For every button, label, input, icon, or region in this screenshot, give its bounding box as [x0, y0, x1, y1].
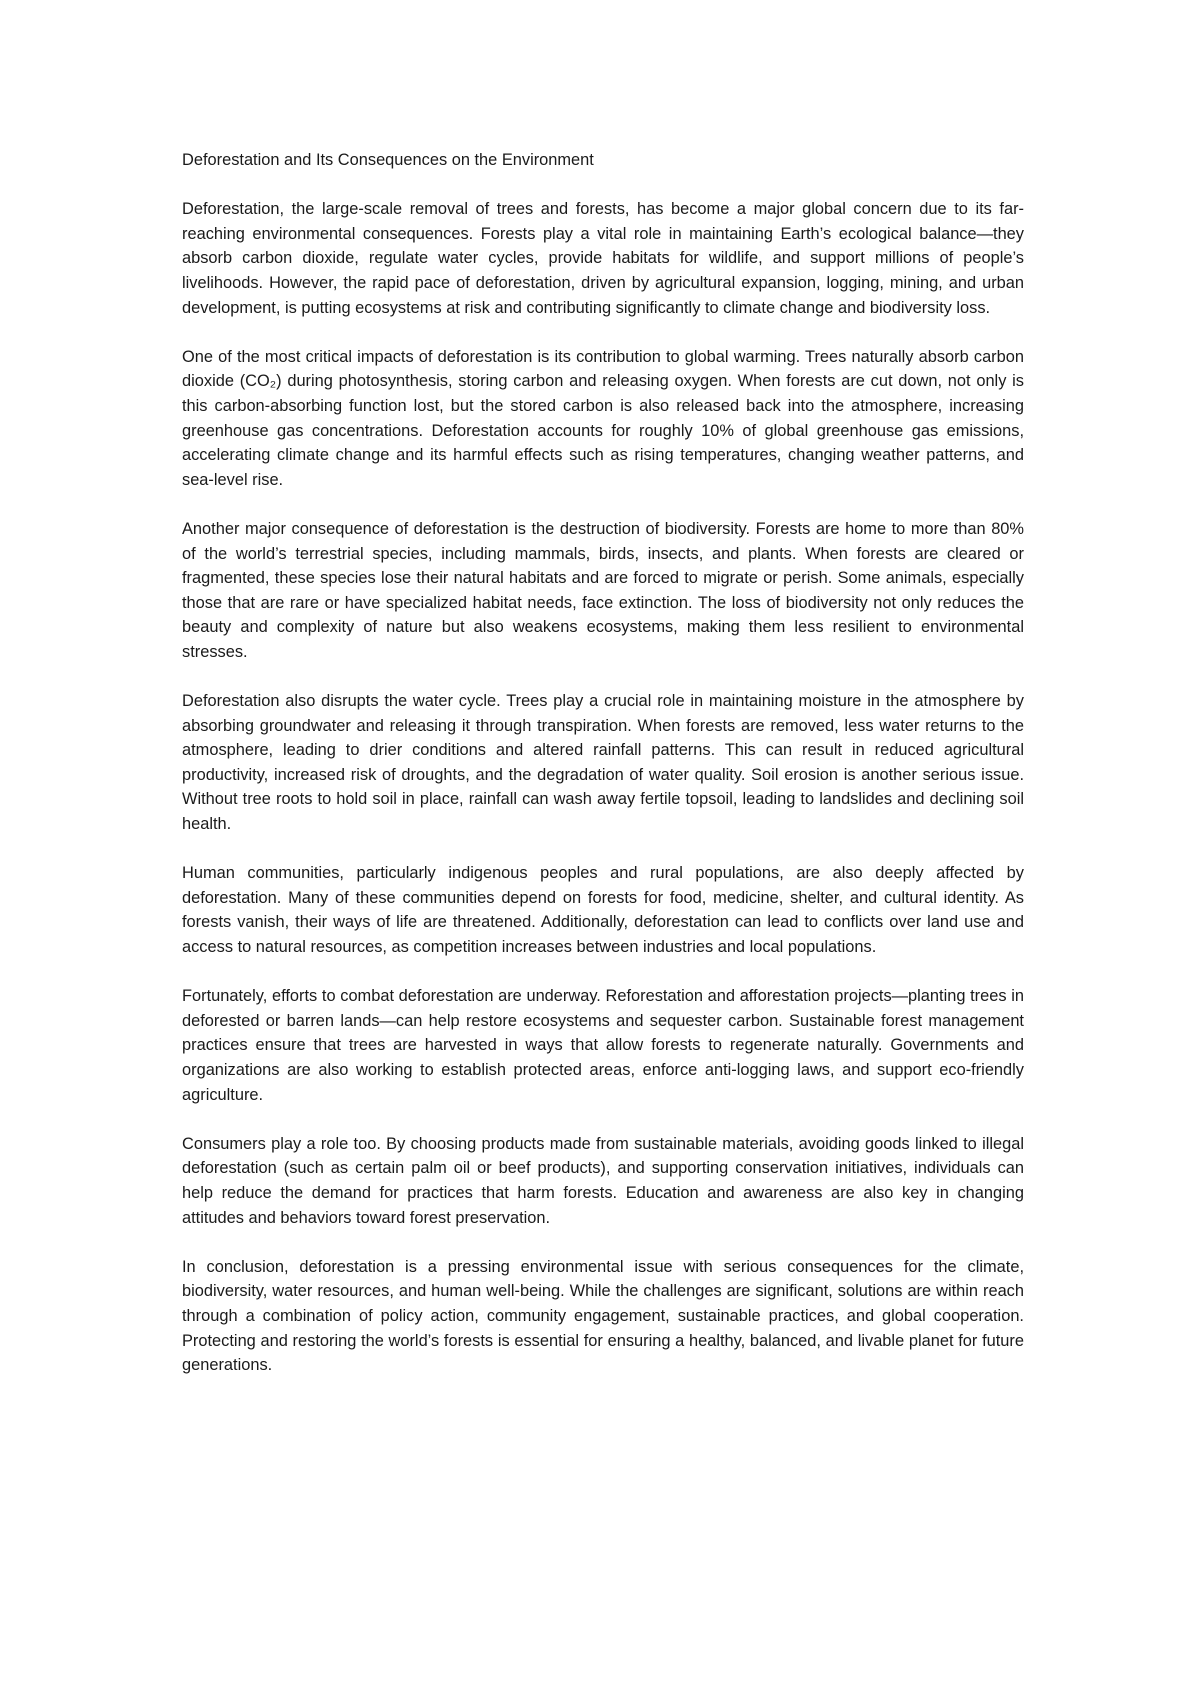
- paragraph-efforts: Fortunately, efforts to combat deforestation are underway. Reforestation and afforestation projects—planting trees in deforested or barren lands—can help restore ecosystems and sequester carbon. Sustainable forest management practices ensure that trees are harvested in ways that allow forests to regenerate naturally. Governments and organizations are also working to establish protected areas, enforce anti-logging laws, and support eco-friendly agriculture.: [182, 987, 1024, 1104]
- document-body: [182, 148, 1024, 1378]
- paragraph-introduction: Deforestation, the large-scale removal of trees and forests, has become a major global concern due to its far-reaching environmental consequences. Forests play a vital role in maintaining Earth’s ecological balance—they absorb carbon dioxide, regulate water cycles, provide habitats for wildlife, and support millions of people’s livelihoods. However, the rapid pace of deforestation, driven by agricultural expansion, logging, mining, and urban development, is putting ecosystems at risk and contributing significantly to climate change and biodiversity loss.: [182, 200, 1024, 317]
- paragraph-conclusion: In conclusion, deforestation is a pressing environmental issue with serious consequences for the climate, biodiversity, water resources, and human well-being. While the challenges are significant, solutions are within reach through a combination of policy action, community engagement, sustainable practices, and global cooperation. Protecting and restoring the world’s forests is essential for ensuring a healthy, balanced, and livable planet for future generations.: [182, 1257, 1024, 1375]
- paragraph-human-communities: Human communities, particularly indigenous peoples and rural populations, are also deeply affected by deforestation. Many of these communities depend on forests for food, medicine, shelter, and cultural identity. As forests vanish, their ways of life are threatened. Additionally, deforestation can lead to conflicts over land use and access to natural resources, as competition increases between industries and local populations.: [182, 864, 1024, 956]
- paragraph-global-warming: One of the most critical impacts of deforestation is its contribution to global warming. Trees naturally absorb carbon dioxide (CO₂) during photosynthesis, storing carbon and releasing oxygen. When forests are cut down, not only is this carbon-absorbing function lost, but the stored carbon is also released back into the atmosphere, increasing greenhouse gas concentrations. Deforestation accounts for roughly 10% of global greenhouse gas emissions, accelerating climate change and its harmful effects such as rising temperatures, changing weather patterns, and sea-level rise.: [182, 347, 1024, 489]
- paragraph-biodiversity: Another major consequence of deforestation is the destruction of biodiversity. Forests are home to more than 80% of the world’s terrestrial species, including mammals, birds, insects, and plants. When forests are cleared or fragmented, these species lose their natural habitats and are forced to migrate or perish. Some animals, especially those that are rare or have specialized habitat needs, face extinction. The loss of biodiversity not only reduces the beauty and complexity of nature but also weakens ecosystems, making them less resilient to environmental stresses.: [182, 519, 1024, 661]
- paragraph-water-cycle: Deforestation also disrupts the water cycle. Trees play a crucial role in maintaining moisture in the atmosphere by absorbing groundwater and releasing it through transpiration. When forests are removed, less water returns to the atmosphere, leading to drier conditions and altered rainfall patterns. This can result in reduced agricultural productivity, increased risk of droughts, and the degradation of water quality. Soil erosion is another serious issue. Without tree roots to hold soil in place, rainfall can wash away fertile topsoil, leading to landslides and declining soil health.: [182, 692, 1024, 834]
- paragraph-consumers: Consumers play a role too. By choosing products made from sustainable materials, avoiding goods linked to illegal deforestation (such as certain palm oil or beef products), and supporting conservation initiatives, individuals can help reduce the demand for practices that harm forests. Education and awareness are also key in changing attitudes and behaviors toward forest preservation.: [182, 1134, 1024, 1227]
- document-title: Deforestation and Its Consequences on the Environment: [182, 151, 594, 169]
